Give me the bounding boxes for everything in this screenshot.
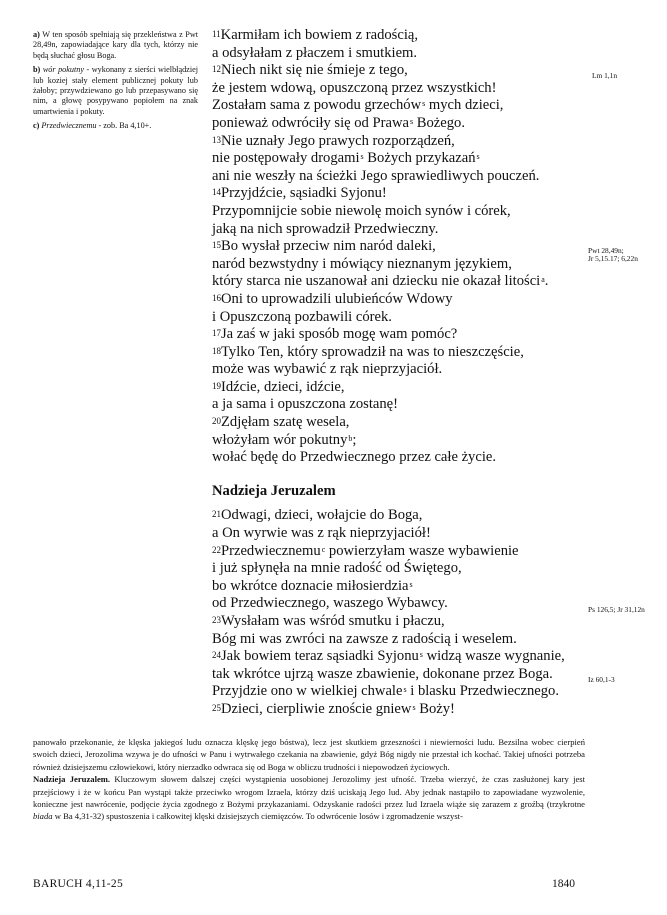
footnote-text: - zob. Ba 4,10+. — [96, 121, 152, 131]
verse-text: ani nie weszły na ścieżki Jego sprawiedliwych pouczeń. — [212, 167, 540, 184]
cross-reference: Jr 5,15.17; 6,22n — [588, 254, 638, 263]
verse-line — [212, 62, 582, 80]
verse-line — [212, 525, 582, 543]
cross-reference: Lm 1,1n — [592, 71, 618, 80]
commentary-text: Kluczowym słowem dalszej części wystąpienia uosobionej Jerozolimy jest ufność. Trzeba wierzyć, że czas zasłużonej kary jest przejściowy i że w końcu Pan wystąpi także przeciwko wrogom Izraela, którzy dziś uciskają Jego lud. Aby jednak nastąpiło to zapowiadane wyzwolenie, konieczne jest nawrócenie, podjęcie życia zgodnego z Bożymi przykazaniami. Odzyskanie radości przez lud Izraela wiąże się zarazem z groźbą (trzykrotne — [33, 774, 586, 810]
verse-line — [212, 379, 582, 397]
verse-number: 23 — [212, 615, 221, 625]
verse-line — [212, 432, 582, 450]
commentary-text: w Ba 4,31-32) spustoszenia i całkowitej klęski dzisiejszych ciemięzców. To odwrócenie losów i zgromadzenie wszyst- — [52, 811, 463, 822]
verse-number: 17 — [212, 328, 221, 339]
verse-line — [212, 560, 582, 578]
verse-line — [212, 291, 582, 309]
scripture-text — [212, 27, 582, 719]
verse-line — [212, 115, 582, 133]
verse-text: Wysłałam was wśród smutku i płaczu, — [221, 613, 445, 629]
verse-text: widzą wasze wygnanie, — [422, 648, 565, 665]
section-heading: Nadzieja Jeruzalem — [212, 482, 336, 499]
verse-number: 19 — [212, 380, 221, 391]
verse-text: ; — [352, 431, 357, 448]
verse-line — [212, 631, 582, 649]
verse-line — [212, 578, 582, 596]
verses-lament — [212, 27, 582, 467]
verse-line — [212, 361, 582, 379]
verse-text: Boży! — [415, 700, 455, 717]
commentary-lead: Nadzieja Jeruzalem. — [33, 774, 111, 785]
footnote-mark: s — [419, 650, 423, 660]
verse-text: Tylko Ten, który sprowadził na was to nieszczęście, — [221, 343, 524, 360]
verse-number: 14 — [212, 187, 221, 198]
footnote-term: Przedwiecznemu — [41, 121, 97, 131]
verse-text: Dzieci, cierpliwie znoście gniew — [221, 700, 412, 717]
commentary-italic: biada — [33, 811, 53, 822]
commentary-paragraph: panowało przekonanie, że klęska jakiegoś ludu oznacza klęskę jego bóstwa), lecz jest skutkiem grzeszności i niewierności ludu. Bezsilna wobec cierpień swoich dzieci, Jerozolima wzywa je do ufności w Panu i wytrwałego czekania na zbawienie, gdyż Bóg nigdy nie przestał ich kochać. Takiej ufności potrzeba również dzisiejszemu człowiekowi, który nierzadko odwraca się od Boga w obliczu trudności i niepowodzeń życiowych. — [33, 737, 585, 772]
verse-line — [212, 185, 582, 203]
footnote-marker: a) — [33, 30, 40, 39]
verse-text: Idźcie, dzieci, idźcie, — [221, 378, 345, 395]
verse-text: a odsyłałam z płaczem i smutkiem. — [212, 44, 418, 61]
verse-text: od Przedwiecznego, waszego Wybawcy. — [212, 595, 448, 612]
verse-number: 22 — [212, 544, 221, 555]
verse-text: mych dzieci, — [425, 97, 504, 114]
footnote-mark: s — [412, 702, 416, 712]
cross-reference: Pwt 28,49n; — [588, 246, 624, 255]
verse-number: 16 — [212, 292, 221, 303]
footnote-a — [33, 30, 198, 61]
verse-text: powierzyłam wasze wybawienie — [325, 542, 519, 559]
verse-text: i już spłynęła na mnie radość od Świętego, — [212, 560, 462, 577]
verse-text: . — [544, 273, 549, 290]
verse-number: 24 — [212, 650, 221, 661]
verse-line — [212, 613, 582, 631]
verse-text: a ja sama i opuszczona zostanę! — [212, 396, 398, 413]
verse-line — [212, 449, 582, 467]
verse-line — [212, 683, 582, 701]
verse-text: Przyjdźcie, sąsiadki Syjonu! — [221, 185, 387, 202]
verse-line — [212, 414, 582, 432]
verse-text: Odwagi, dzieci, wołajcie do Boga, — [221, 507, 423, 524]
verses-hope — [212, 507, 582, 718]
verse-line — [212, 256, 582, 274]
footnote-mark: s — [409, 116, 414, 126]
footnote-marker: b) — [33, 65, 41, 75]
verse-line — [212, 80, 582, 98]
verse-line — [212, 168, 582, 186]
verse-text: Bożych przykazań — [363, 150, 476, 167]
verse-text: i Opuszczoną pozbawili córek. — [212, 308, 392, 325]
verse-text: bo wkrótce doznacie miłosierdzia — [212, 577, 409, 594]
verse-text: Jak bowiem teraz sąsiadki Syjonu — [221, 648, 419, 665]
verse-text: tak wkrótce ujrzą wasze zbawienie, dokonane przez Boga. — [212, 665, 553, 682]
verse-line — [212, 238, 582, 256]
verse-line — [212, 326, 582, 344]
cross-reference: Iz 60,1-3 — [588, 675, 615, 684]
footnote-mark: s — [403, 685, 407, 695]
footnote-b — [33, 65, 198, 117]
verse-text: Przyjdzie ono w wielkiej chwale — [212, 683, 403, 700]
footnote-mark: s — [409, 579, 413, 589]
verse-line — [212, 97, 582, 115]
footnote-text: W ten sposób spełniają się przekleństwa z Pwt 28,49n, zapowiadające kary dla tych, którzy nie będą słuchać głosu Boga. — [33, 30, 199, 60]
verse-number: 12 — [212, 64, 221, 75]
verse-line — [212, 27, 582, 45]
footnote-c — [33, 121, 198, 131]
verse-number: 18 — [212, 345, 221, 356]
footnote-term: wór pokutny — [42, 65, 84, 75]
verse-number: 25 — [212, 702, 221, 713]
page-number: 1840 — [552, 878, 575, 890]
verse-text: Oni to uprowadzili ulubieńców Wdowy — [221, 290, 453, 307]
verse-line — [212, 666, 582, 684]
verse-line — [212, 273, 582, 291]
footnote-mark: s — [360, 152, 364, 162]
commentary — [33, 736, 585, 823]
verse-text: a On wyrwie was z rąk nieprzyjaciół! — [212, 525, 431, 542]
verse-text: Zostałam sama z powodu grzechów — [212, 97, 422, 114]
verse-line — [212, 344, 582, 362]
verse-number: 21 — [212, 509, 221, 520]
verse-text: jaką na nich sprowadził Przedwieczny. — [212, 220, 439, 237]
verse-line — [212, 648, 582, 666]
verse-text: naród bezwstydny i mówiący nieznanym językiem, — [212, 255, 512, 272]
verse-text: i blasku Przedwiecznego. — [406, 683, 559, 700]
verse-text: Niech nikt się nie śmieje z tego, — [221, 62, 408, 79]
verse-text: Nie uznały Jego prawych rozporządzeń, — [221, 132, 455, 149]
verse-text: nie postępowały drogami — [212, 150, 360, 167]
verse-text: włożyłam wór pokutny — [212, 431, 348, 448]
running-reference: BARUCH 4,11-25 — [33, 878, 124, 890]
verse-line — [212, 203, 582, 221]
verse-text: Karmiłam ich bowiem z radością, — [220, 27, 419, 43]
footnote-mark: c — [321, 544, 326, 554]
verse-line — [212, 507, 582, 525]
verse-line — [212, 309, 582, 327]
verse-text: może was wybawić z rąk nieprzyjaciół. — [212, 361, 443, 378]
verse-line — [212, 396, 582, 414]
marginal-footnotes — [33, 30, 198, 136]
footnote-mark: s — [422, 99, 426, 109]
verse-text: Przedwiecznemu — [221, 542, 321, 559]
verse-text: który starca nie uszanował ani dziecku nie okazał litości — [212, 273, 541, 290]
commentary-paragraph — [33, 773, 585, 823]
verse-text: Ja zaś w jaki sposób mogę wam pomóc? — [221, 326, 458, 343]
verse-line — [212, 543, 582, 561]
verse-text: Bóg mi was zwróci na zawsze z radością i weselem. — [212, 630, 517, 647]
verse-text: ponieważ odwróciły się od Prawa — [212, 114, 409, 131]
verse-text: Przypomnijcie sobie niewolę moich synów i córek, — [212, 202, 511, 219]
footnote-mark: b — [348, 433, 353, 443]
verse-number: 11 — [212, 29, 221, 39]
footnote-marker: c) — [33, 121, 40, 131]
footnote-text: - wykonany z sierści wielbłądziej lub koziej stały element publicznej pokuty lub żałoby; przywdziewano go lub przepasywano się nim, a głowę posypywano popiołem na znak umartwienia i pokuty. — [33, 65, 198, 116]
verse-text: Bo wysłał przeciw nim naród daleki, — [221, 238, 436, 255]
verse-line — [212, 150, 582, 168]
verse-text: Bożego. — [413, 114, 465, 131]
verse-text: Zdjęłam szatę wesela, — [221, 414, 350, 431]
verse-line — [212, 133, 582, 151]
verse-number: 15 — [212, 240, 221, 251]
verse-line — [212, 45, 582, 63]
cross-reference: Ps 126,5; Jr 31,12n — [588, 605, 645, 614]
verse-text: że jestem wdową, opuszczoną przez wszystkich! — [212, 79, 497, 96]
verse-line — [212, 221, 582, 239]
footnote-mark: s — [476, 152, 480, 162]
verse-number: 13 — [212, 134, 221, 145]
verse-line — [212, 595, 582, 613]
verse-text: wołać będę do Przedwiecznego przez całe życie. — [212, 449, 497, 466]
footnote-mark: a — [541, 275, 545, 285]
verse-line — [212, 701, 582, 719]
verse-number: 20 — [212, 416, 221, 427]
